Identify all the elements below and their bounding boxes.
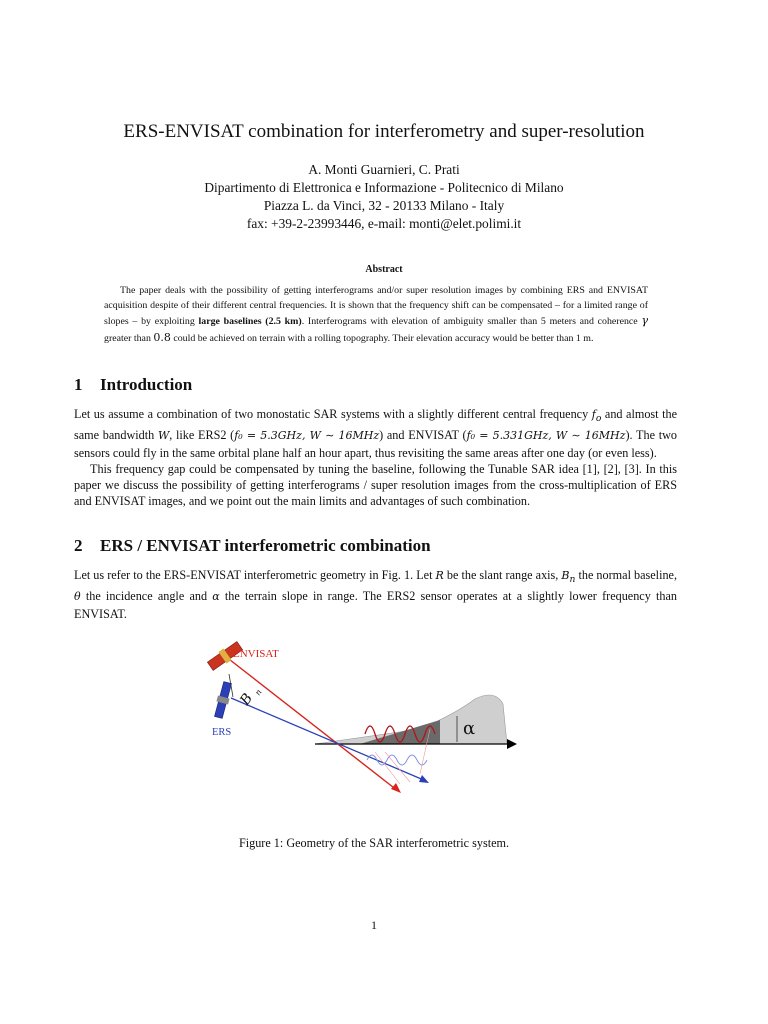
page-number: 1: [371, 918, 377, 932]
author-address: Piazza L. da Vinci, 32 - 20133 Milano - Italy: [263, 198, 505, 213]
section-title: ERS / ENVISAT interferometric combination: [100, 536, 431, 555]
ers-label: ERS: [212, 727, 232, 738]
combination-text-part: be the slant range axis,: [443, 568, 562, 582]
section-number: 2: [74, 536, 83, 555]
math-W: W: [157, 429, 170, 443]
baseline-label: B: [237, 690, 257, 709]
combination-text-part: the terrain slope in range. The ERS2 sensor operates at a slightly lower frequency than ENVISAT.: [74, 589, 677, 621]
combination-text-part: the incidence angle and: [80, 589, 213, 604]
combination-text-part: Let us refer to the ERS-ENVISAT interferometric geometry in Fig. 1. Let: [74, 568, 436, 582]
intro-text: Let us assume a combination of two monostatic SAR systems with a slightly different central frequency: [74, 407, 592, 421]
intro-text: and almost the same bandwidth: [74, 407, 678, 443]
ers-satellite-icon: [213, 681, 234, 719]
math-envisat-params: f₀ = 5.331GHz, W ∼ 16MHz: [466, 429, 626, 443]
range-axis-arrowhead: [507, 739, 517, 749]
section-heading-introduction: [74, 374, 694, 396]
author-department: Dipartimento di Elettronica e Informazione - Politecnico di Milano: [204, 180, 564, 195]
alpha-label: α: [463, 718, 476, 739]
author-contact: fax: +39-2-23993446, e-mail: monti@elet.polimi.it: [246, 216, 522, 231]
intro-text: ) and ENVISAT (: [379, 428, 467, 443]
combination-text: [74, 567, 677, 622]
section-number: 1: [74, 375, 83, 394]
abstract-text-3: greater than: [104, 332, 154, 344]
introduction-text: [74, 406, 677, 509]
abstract-coherence: 0.8: [153, 330, 171, 344]
combination-text-part: the normal baseline,: [575, 568, 678, 582]
envisat-label: ENVISAT: [233, 648, 279, 660]
abstract-body: [104, 283, 648, 346]
author-block: [0, 161, 768, 233]
envisat-beam: [225, 656, 398, 791]
math-theta: θ: [74, 590, 81, 604]
section-heading-combination: [74, 535, 694, 557]
figure-caption: Figure 1: Geometry of the SAR interferometric system.: [238, 836, 510, 850]
abstract-bold: large baselines (2.5 km): [198, 316, 302, 328]
math-Bn: $B_n$: [561, 569, 576, 586]
envisat-beam-arrowhead: [391, 783, 401, 793]
baseline-subscript: n: [253, 687, 264, 698]
terrain-dark-wedge: [360, 720, 440, 744]
paper-title: ERS-ENVISAT combination for interferometry and super-resolution: [123, 121, 645, 142]
math-fo: $f_o$: [591, 408, 602, 425]
abstract-gamma: γ: [641, 314, 649, 328]
abstract-text-1: The paper deals with the possibility of getting interferograms and/or super resolution images by combining ERS and ENVISAT acquisition despite of their different central frequencies. It is shown that the frequency shift can be compensated – for a limited range of slopes – by exploiting: [104, 285, 648, 328]
section-title: Introduction: [100, 375, 193, 394]
math-ers2-params: f₀ = 5.3GHz, W ∼ 16MHz: [234, 429, 380, 443]
abstract-text-2: . Interferograms with elevation of ambiguity smaller than 5 meters and coherence: [301, 316, 642, 328]
intro-text: ). The two sensors could fly in the same orbital plane half an hour apart, thus revisiting the same areas after one day (or even less).: [74, 428, 677, 460]
intro-text: , like ERS2 (: [169, 428, 235, 443]
abstract-heading: Abstract: [365, 264, 403, 275]
author-names: A. Monti Guarnieri, C. Prati: [308, 162, 460, 177]
ers-beam-arrowhead: [419, 775, 429, 783]
abstract-text-4: could be achieved on terrain with a rolling topography. Their elevation accuracy would be better than 1 m.: [170, 332, 594, 344]
intro-paragraph-2: This frequency gap could be compensated by tuning the baseline, following the Tunable SAR idea [1], [2], [3]. In this paper we discuss the possibility of getting interferograms / super resolution images from the cross-multiplication of ERS and ENVISAT images, and we point out the main limits and advantages of such combination.: [74, 461, 677, 509]
math-R: R: [435, 569, 444, 582]
sar-geometry-figure: [195, 634, 540, 804]
math-alpha: α: [212, 590, 220, 604]
